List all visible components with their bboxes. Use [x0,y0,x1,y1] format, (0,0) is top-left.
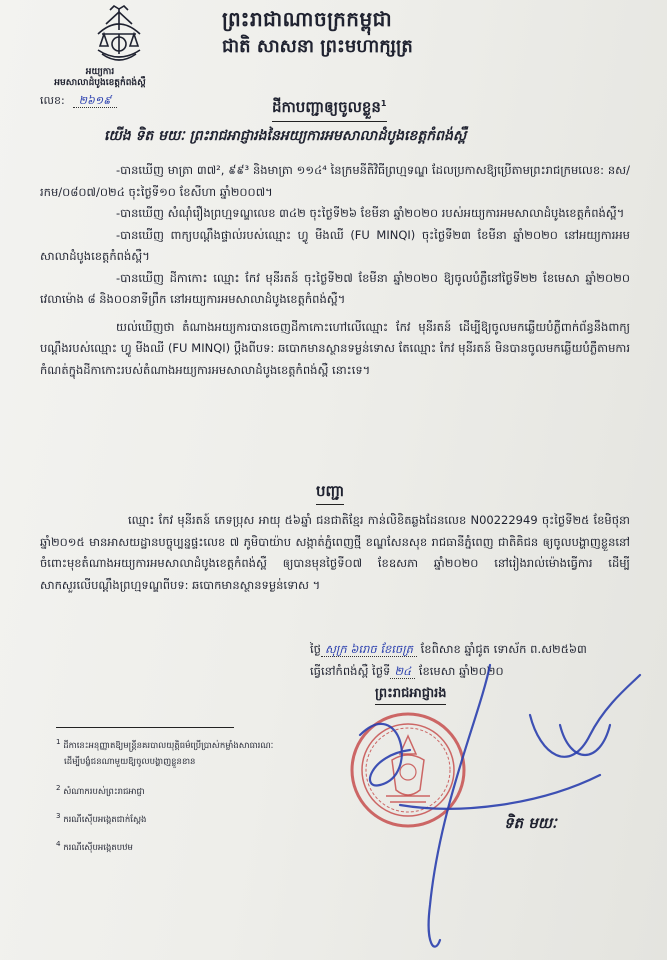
footnote-3-num: 3 [56,811,61,820]
footnote-1-cont [64,756,195,768]
order-heading: បញ្ជា [316,482,344,505]
footnote-4 [56,838,133,854]
place-day-handwritten: ២៤ [390,664,415,679]
lunar-handwritten: សុក្រ ៦រោច ខែចេត្រ [321,642,417,657]
signatory-name: ទិត មយៈ [504,814,557,832]
ref-label: លេខ: [40,94,65,107]
footnote-3 [56,810,146,826]
agency-line-1: អយ្យការ [85,67,115,77]
agency-name [40,67,160,89]
kingdom-heading: ព្រះរាជាណាចក្រកម្ពុជា [222,7,393,31]
place-prefix: ធ្វើនៅកំពង់ស្ពឺ ថ្ងៃទី [310,664,391,678]
title-footnote-marker: 1 [380,99,387,108]
footnote-2-text: សំណាករបស់ព្រះរាជអាជ្ញា [63,786,145,797]
order-text: ឈ្មោះ កែវ មុនីរតន៍ ភេទប្រុស អាយុ ៥៦ឆ្នាំ ជនជាតិខ្មែរ កាន់លិខិតឆ្លងដែនលេខ N00222949 ចុះថ្ងៃទី២៥ ខែមិថុនា ឆ្នាំ២០១៥ មានអាសយដ្ឋានបច្ចុប្បន្នផ្ទះលេខ ៧ ភូមិបាយ៉ាប សង្កាត់ភ្នំពេញថ្មី ខណ្ឌសែនសុខ រាជធានីភ្នំពេញ ជាតិគិជន ឲ្យចូលបង្ហាញខ្លួននៅចំពោះមុខតំណាងអយ្យការអមសាលាដំបូងខេត្តកំពង់ស្ពឺ ឲ្យបានមុនថ្ងៃទី០៧ ខែឧសភា ឆ្នាំ២០២០ នៅរៀងរាល់ម៉ោងធ្វើការ ដើម្បីសាកសួរលើបណ្តឹងព្រហ្មទណ្ឌពីបទ: ឆបោកមានស្ថានទម្ងន់ទោស ។ [40,513,630,592]
document-title-text: ដីកាបញ្ជាឲ្យចូលខ្លួន [272,98,381,116]
recital-2: -បានឃើញ សំណុំរឿងព្រហ្មទណ្ឌលេខ ៣៤២ ចុះថ្ងៃទី២៦ ខែមីនា ឆ្នាំ២០២០ របស់អយ្យការអមសាលាដំបូងខេត្តកំពង់ស្ពឺ។ [116,206,625,220]
prosecution-emblem-icon [88,4,150,66]
signatory-title: ព្រះរាជអាជ្ញារង [375,685,446,705]
lunar-suffix: ខែពិសាខ ឆ្នាំជូត ទោស័ក ព.ស២៥៦៣ [420,642,587,656]
footnote-2 [56,782,145,798]
place-suffix: ខែមេសា ឆ្នាំ២០២០ [418,664,504,678]
issuing-authority: យើង ទិត មយៈ ព្រះរាជអាជ្ញារងនៃអយ្យការអមសាលាដំបូងខេត្តកំពង់ស្ពឺ [104,128,467,144]
lunar-prefix: ថ្ងៃ [310,642,321,656]
recital-1: -បានឃើញ មាត្រា ៣៧², ៩៩³ និងមាត្រា ១១៤⁴ នៃក្រមនីតិវិធីព្រហ្មទណ្ឌ ដែលប្រកាសឱ្យប្រើតាមព្រះរាជក្រមលេខ: នស/រកម/០៨០៧/០២៤ ចុះថ្ងៃទី១០ ខែសីហា ឆ្នាំ២០០៧។ [40,163,630,199]
handwritten-signature-icon [340,655,660,955]
recital-4: -បានឃើញ ដីកាកោះ ឈ្មោះ កែវ មុនីរតន៍ ចុះថ្ងៃទី២៧ ខែមីនា ឆ្នាំ២០២០ ឱ្យចូលបំភ្លឺនៅថ្ងៃទី២២ ខែមេសា ឆ្នាំ២០២០ វេលាម៉ោង ៨ និង០០នាទីព្រឹក នៅអយ្យការអមសាលាដំបូងខេត្តកំពង់ស្ពឺ។ [40,270,630,306]
footnote-1-cont-text: ដើម្បីបង្ខំជនណាមួយឱ្យចូលបង្ហាញខ្លួនខាន [64,757,196,767]
agency-line-2: អមសាលាដំបូងខេត្តកំពង់ស្ពឺ [54,78,146,88]
footnote-4-text: ករណីស៊ើបអង្កេតបឋម [63,842,133,853]
reference-number [40,94,117,110]
recitals [40,160,630,381]
finding-paragraph: យល់ឃើញថា តំណាងអយ្យការបានចេញដីកាកោះហៅលើឈ្មោះ កែវ មុនីរតន៍ ដើម្បីឱ្យចូលមកឆ្លើយបំភ្លឺពាក់ព័ន្ធនឹងពាក្យបណ្តឹងរបស់ឈ្មោះ ហ្វូ មីងឈី (FU MINQI) ប្តឹងពីបទ: ឆបោកមានស្ថានទម្ងន់ទោស តែឈ្មោះ កែវ មុនីរតន៍ មិនបានចូលមកឆ្លើយបំភ្លឺតាមការកំណត់ក្នុងដីកាកោះរបស់តំណាងអយ្យការអមសាលាដំបូងខេត្តកំពង់ស្ពឺ នោះទេ។ [40,319,630,377]
order-section [40,510,630,596]
footnote-1-text: ដីកានេះអនុញ្ញាតឱ្យមន្ត្រីនគរបាលយុត្តិធម៌ប្រើប្រាស់កម្លាំងសាធារណៈ [63,740,274,751]
footnote-divider [56,727,234,728]
footnote-1 [56,736,273,752]
footnote-1-num: 1 [56,737,61,746]
national-motto: ជាតិ សាសនា ព្រះមហាក្សត្រ [222,36,413,57]
footnote-3-text: ករណីស៊ើបអង្កេតជាក់ស្តែង [63,814,147,825]
ref-number-handwritten: ២៦១៩ [73,94,117,108]
recital-3: -បានឃើញ ពាក្យបណ្តឹងផ្ទាល់របស់ឈ្មោះ ហ្វូ មីងឈី (FU MINQI) ចុះថ្ងៃទី២៣ ខែមីនា ឆ្នាំ២០២០ នៅអយ្យការអមសាលាដំបូងខេត្តកំពង់ស្ពឺ។ [40,227,630,263]
footnote-4-num: 4 [56,839,61,848]
document-title [272,98,387,122]
footnote-2-num: 2 [56,783,61,792]
